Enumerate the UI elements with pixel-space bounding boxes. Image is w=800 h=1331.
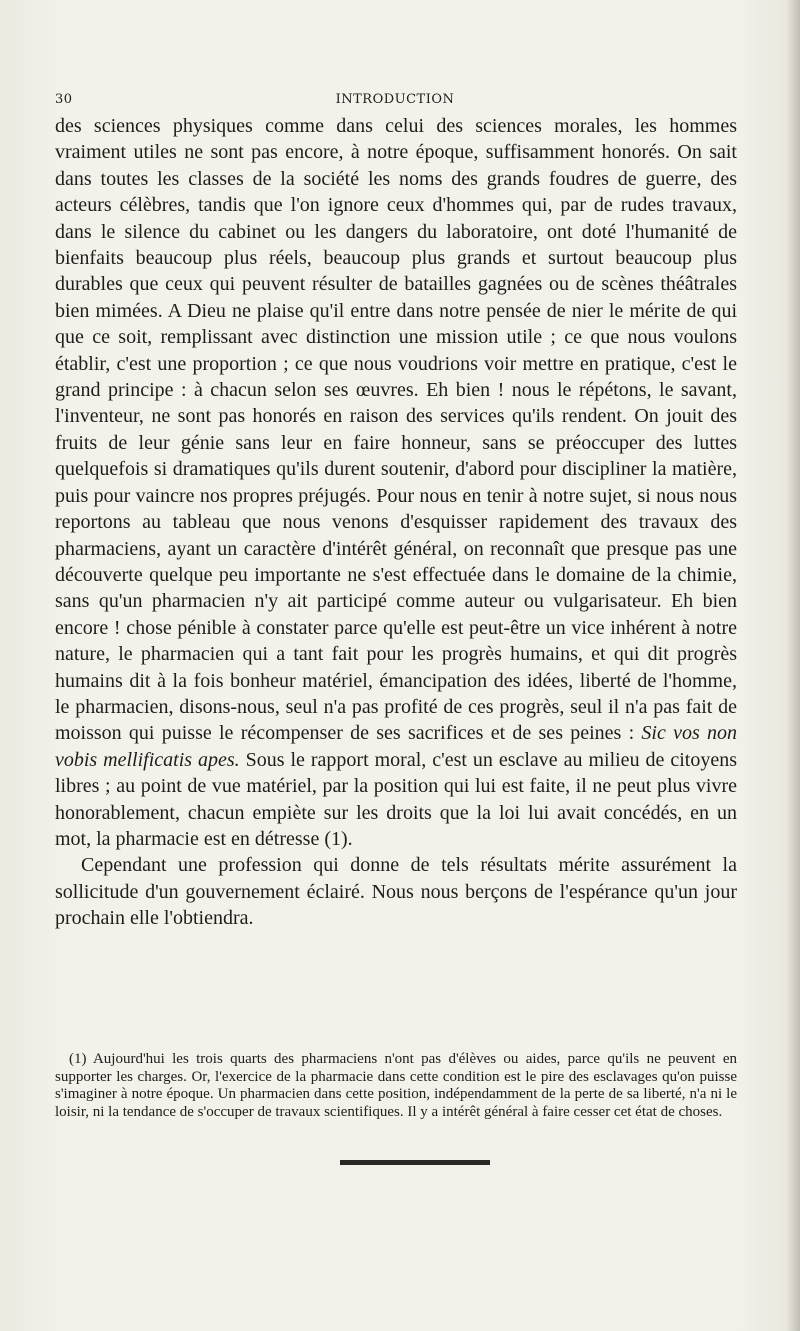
footnote-text: (1) Aujourd'hui les trois quarts des pharmaciens n'ont pas d'élèves ou aides, parce qu'ils ne peuvent en supporter les charges. Or, l'exercice de la pharmacie dans cette condition est le pire des esclavages qu'on puisse s'imaginer à notre époque. Un pharmacien dans cette position, indépendamment de la perte de sa liberté, n'a ni le loisir, ni la tendance de s'occuper de travaux scientifiques. Il y a intérêt général à faire cesser cet état de choses.	[55, 1051, 737, 1120]
paragraph-text-continued: Sous le rapport moral, c'est un esclave au milieu de citoyens libres ; au point de vue matériel, par la position qui lui est faite, il ne peut plus vivre honorablement, chacun empiète sur les droits que la loi lui avait concédés, en un mot, la pharmacie est en détresse (1).	[55, 748, 738, 850]
paragraph-text: des sciences physiques comme dans celui des sciences morales, les hommes vraiment utiles ne sont pas encore, à notre époque, suffisamment honorés. On sait dans toutes les classes de la société les noms des grands foudres de guerre, des acteurs célèbres, tandis que l'on ignore ceux d'hommes qui, par de rudes travaux, dans le silence du cabinet ou les dangers du laboratoire, ont doté l'humanité de bienfaits beaucoup plus réels, beaucoup plus grands et surtout beaucoup plus durables que ceux qui peuvent résulter de batailles gagnées ou de scènes théâtrales bien mimées. A Dieu ne plaise qu'il entre dans notre pensée de nier le mérite de qui que ce soit, remplissant avec distinction une mission utile ; ce que nous voulons établir, c'est une proportion ; ce que nous voudrions voir mettre en pratique, c'est le grand principe : à chacun selon ses œuvres. Eh bien ! nous le répétons, le savant, l'inventeur, ne sont pas honorés en raison des services qu'ils rendent. On jouit des fruits de leur génie sans leur en faire honneur, sans se préoccuper des luttes quelquefois si dramatiques qu'ils durent soutenir, d'abord pour discipliner la matière, puis pour vaincre nos propres préjugés. Pour nous en tenir à notre sujet, si nous nous reportons au tableau que nous venons d'esquisser rapidement des travaux des pharmaciens, ayant un caractère d'intérêt général, on reconnaît que presque pas une découverte quelque peu importante ne s'est effectuée dans le domaine de la chimie, sans qu'un pharmacien n'y ait participé comme auteur ou vulgarisateur. Eh bien encore ! chose pénible à constater parce qu'elle est peut-être un vice inhérent à notre nature, le pharmacien qui a tant fait pour les progrès humains, et qui dit progrès humains dit à la fois bonheur matériel, émancipation des idées, liberté de l'homme, le pharmacien, disons-nous, seul n'a pas profité de ces progrès, seul il n'a pas fait de moisson qui puisse le récompenser de ses sacrifices et de ses peines :	[55, 115, 737, 745]
closing-rule	[340, 1160, 490, 1165]
paragraph	[55, 113, 737, 852]
latin-quote: Sic vos non vobis mellificatis apes.	[55, 722, 738, 771]
paragraph: Cependant une profession qui donne de tels résultats mérite assurément la sollicitude d'un gouvernement éclairé. Nous nous berçons de l'espérance qu'un jour prochain elle l'obtiendra.	[55, 854, 737, 930]
running-head: INTRODUCTION	[335, 92, 455, 107]
page-number: 30	[55, 92, 73, 107]
footnote	[55, 1051, 737, 1121]
main-text	[55, 113, 737, 932]
page-header	[55, 92, 735, 112]
page-edge-shadow	[786, 0, 800, 1331]
